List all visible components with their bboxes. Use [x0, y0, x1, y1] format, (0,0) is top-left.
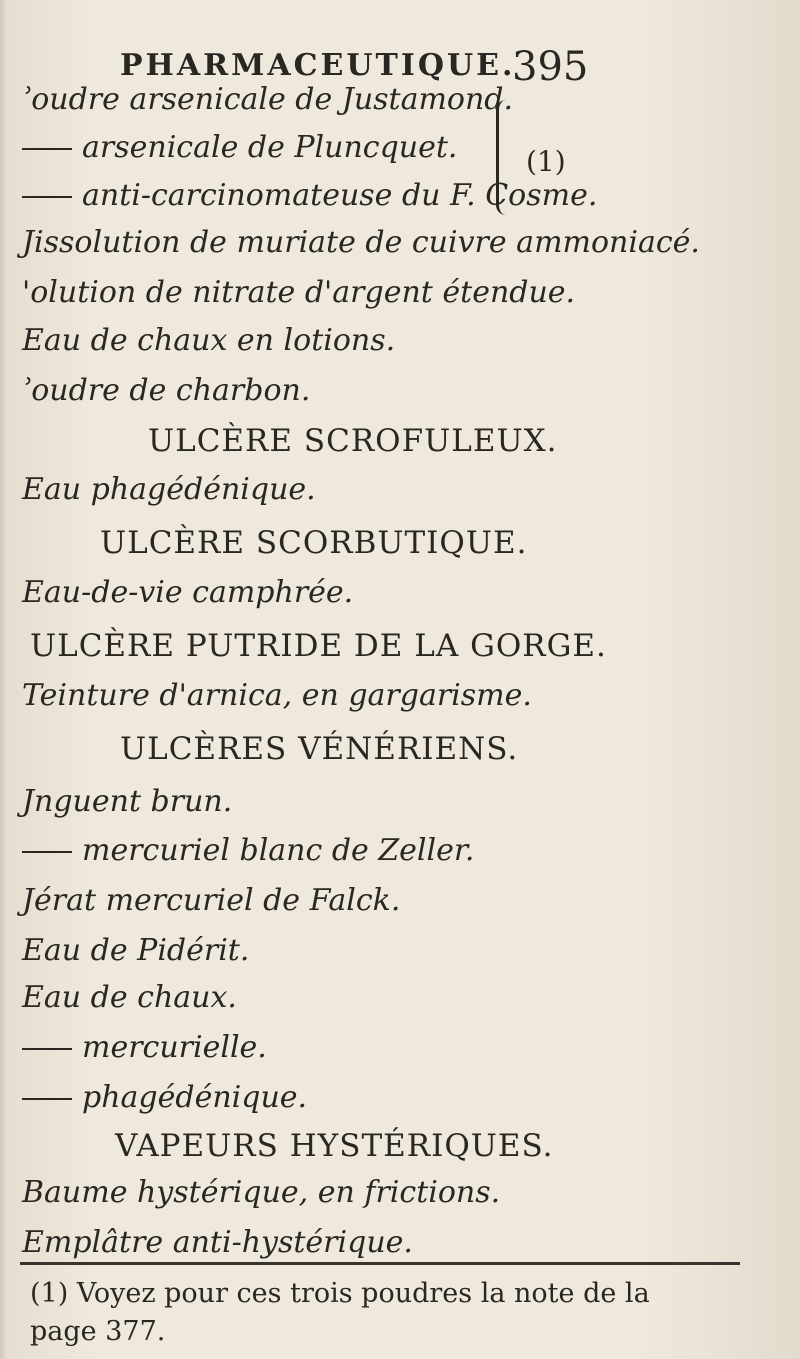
brace: [496, 100, 511, 215]
page-edge-shadow: [0, 0, 8, 1359]
entry-line: phagédénique.: [22, 1080, 307, 1115]
entry-line: ʾoudre de charbon.: [22, 373, 311, 408]
footnote-rule: [20, 1262, 740, 1265]
ditto-dash: [22, 1098, 72, 1100]
section-heading: ULCÈRE PUTRIDE DE LA GORGE.: [30, 628, 607, 664]
entry-line: Emplâtre anti-hystérique.: [22, 1225, 413, 1260]
entry-line: Eau de Pidérit.: [22, 933, 250, 968]
ditto-dash: [22, 148, 72, 150]
ditto-dash: [22, 1048, 72, 1050]
entry-line: Eau de chaux en lotions.: [22, 323, 396, 358]
entry-line: Jnguent brun.: [22, 784, 233, 819]
entry-line: Jissolution de muriate de cuivre ammoniacé.: [22, 225, 700, 260]
entry-line: Jérat mercuriel de Falck.: [22, 883, 401, 918]
section-heading: VAPEURS HYSTÉRIQUES.: [115, 1128, 554, 1164]
entry-line: anti-carcinomateuse du F. Cosme.: [22, 178, 597, 213]
entry-line: 'olution de nitrate d'argent étendue.: [22, 275, 576, 310]
ditto-dash: [22, 196, 72, 198]
section-heading: ULCÈRES VÉNÉRIENS.: [120, 731, 519, 767]
entry-line: arsenicale de Pluncquet.: [22, 130, 457, 165]
entry-line: Eau de chaux.: [22, 980, 237, 1015]
entry-line: mercuriel blanc de Zeller.: [22, 833, 474, 868]
section-heading: ULCÈRE SCROFULEUX.: [148, 423, 558, 459]
entry-line: Baume hystérique, en frictions.: [22, 1175, 501, 1210]
entry-line: Teinture d'arnica, en gargarisme.: [22, 678, 532, 713]
entry-line: mercurielle.: [22, 1030, 267, 1065]
running-header: PHARMACEUTIQUE.: [120, 48, 516, 83]
note-reference: (1): [526, 145, 566, 178]
footnote-line: (1) Voyez pour ces trois poudres la note de la: [30, 1278, 650, 1309]
entry-line: Eau-de-vie camphrée.: [22, 575, 354, 610]
page-number: 395: [512, 44, 589, 90]
footnote-line: page 377.: [30, 1316, 166, 1347]
entry-line: Eau phagédénique.: [22, 472, 316, 507]
entry-line: ʾoudre arsenicale de Justamond.: [22, 82, 514, 117]
ditto-dash: [22, 851, 72, 853]
section-heading: ULCÈRE SCORBUTIQUE.: [100, 525, 528, 561]
